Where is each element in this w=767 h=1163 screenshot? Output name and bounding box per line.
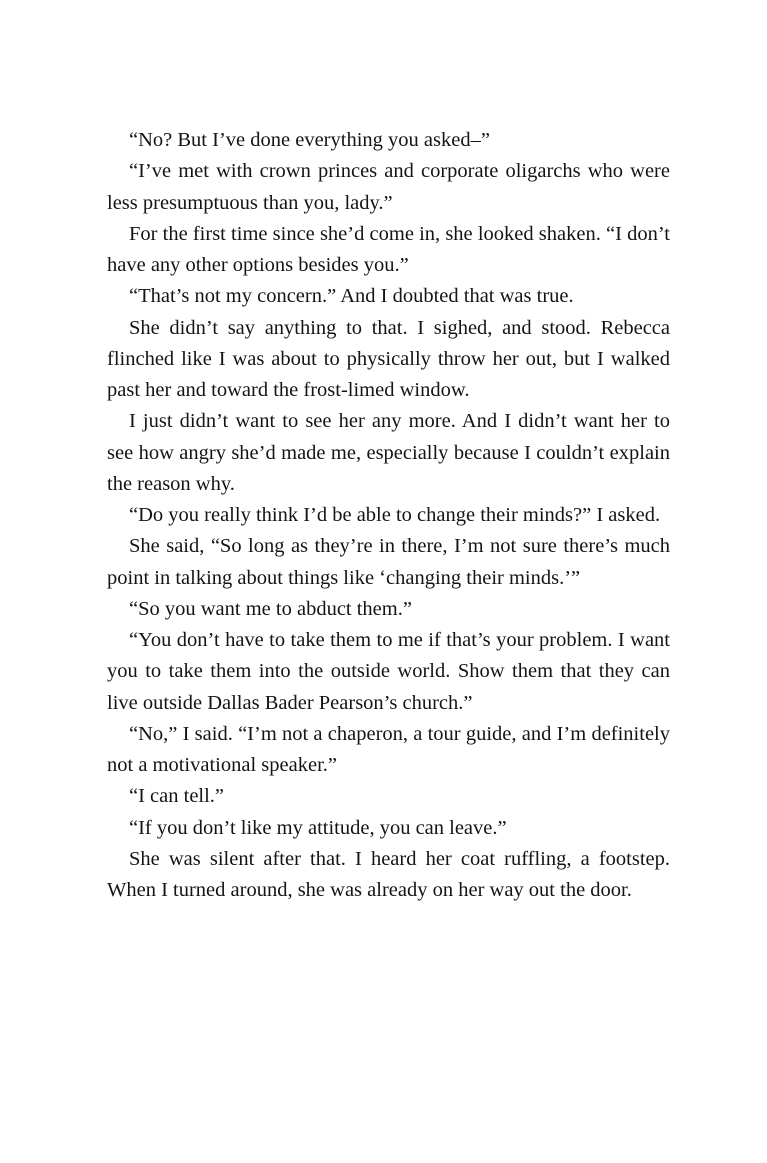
paragraph-14: She was silent after that. I heard her coat ruffling, a footstep. When I turned around, she was already on her way out the door. xyxy=(107,847,670,901)
paragraph-3: For the first time since she’d come in, she looked shaken. “I don’t have any other options besides you.” xyxy=(107,222,670,276)
body-text xyxy=(107,125,670,906)
paragraph-7: “Do you really think I’d be able to change their minds?” I asked. xyxy=(129,504,661,526)
paragraph-2: “I’ve met with crown princes and corporate oligarchs who were less presumptuous than you, lady.” xyxy=(107,160,670,214)
paragraph-8: She said, “So long as they’re in there, I’m not sure there’s much point in talking about things like ‘changing their minds.’” xyxy=(107,535,670,589)
paragraph-10: “You don’t have to take them to me if that’s your problem. I want you to take them into the outside world. Show them that they can live outside Dallas Bader Pearson’s church.” xyxy=(107,629,670,714)
paragraph-13: “If you don’t like my attitude, you can leave.” xyxy=(129,816,507,839)
paragraph-4: “That’s not my concern.” And I doubted that was true. xyxy=(129,285,574,308)
paragraph-1: “No? But I’ve done everything you asked–” xyxy=(129,129,490,151)
paragraph-6: I just didn’t want to see her any more. And I didn’t want her to see how angry she’d made me, especially because I couldn’t explain the reason why. xyxy=(107,410,670,495)
paragraph-9: “So you want me to abduct them.” xyxy=(129,597,412,620)
paragraph-5: She didn’t say anything to that. I sighed, and stood. Rebecca flinched like I was about to physically throw her out, but I walked past her and toward the frost-limed window. xyxy=(107,316,670,401)
paragraph-12: “I can tell.” xyxy=(129,785,225,808)
paragraph-11: “No,” I said. “I’m not a chaperon, a tour guide, and I’m definitely not a motivational speaker.” xyxy=(107,722,670,776)
